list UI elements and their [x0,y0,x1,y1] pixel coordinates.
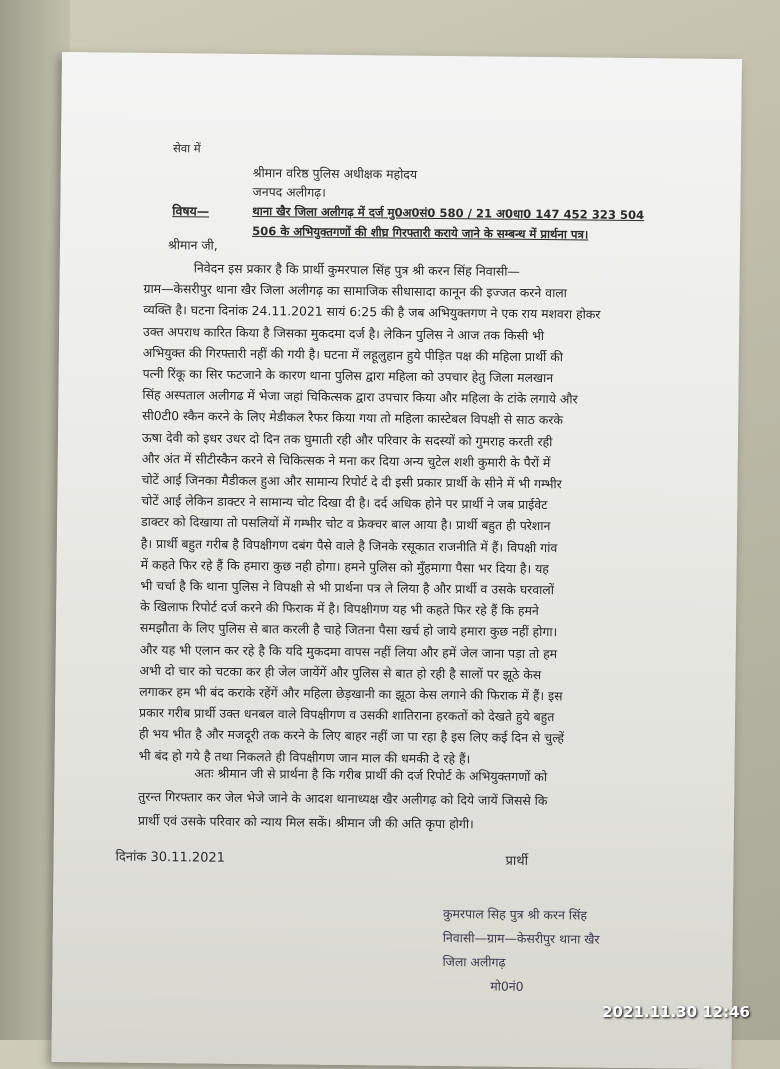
closing-line: प्रार्थी एवं उसके परिवार को न्याय मिल सकें। श्रीमान जी की अति कृपा होगी। [137,812,474,832]
body-line: में कहते फिर रहे हैं कि हमारा कुछ नही होगा। हमने पुलिस को मुँहमागा पैसा भर दिया है। यह [140,556,549,576]
body-line: है। प्रार्थी बहुत गरीब है विपक्षीगण दबंग पैसे वाले है जिनके रसूकात राजनीति में हैं। विपक्षी गांव [140,535,558,555]
subject-line-2: 506 के अभियुक्तगणों की शीघ्र गिरफ्तारी कराये जाने के सम्बन्ध में प्रार्थना पत्र। [252,224,589,242]
sender-line: जिला अलीगढ़ [442,954,506,970]
body-line: चोटें आई जिनका मैडीकल हुआ और सामान्य रिपोर्ट दे दी इसी प्रकार प्रार्थी के सीने में भी गम्भीर [141,471,562,492]
subject-label: विषय— [172,203,210,219]
body-line: ग्राम—केसरीपुर थाना खैर जिला अलीगढ़ का सामाजिक सीधासादा कानून की इज्जत करने वाला [143,281,568,301]
camera-timestamp: 2021.11.30 12:46 [602,1003,750,1021]
body-line: अभी दो चार को चटका कर ही जेल जायेंगें और पुलिस से बात हो रही है सालों पर झूठे केस [139,662,542,682]
body-line: भी बंद हो गये है तथा निकलते ही विपक्षीगण जान माल की धमकी दे रहे हैं। [138,747,471,766]
body-line: डाक्टर को दिखाया तो पसलियों में गम्भीर चोट व फ्रेक्चर बाल आया है। प्रार्थी बहुत ही परेशान [141,514,551,534]
sender-line: कुमरपाल सिह पुत्र श्री करन सिंह [442,906,588,923]
body-line: सी0टी0 स्कैन करने के लिए मेडीकल रैफर किया गया तो महिला कास्टेबल विपक्षी से साठ करके [142,408,563,428]
addressee-line-2: जनपद अलीगढ़। [252,184,326,200]
body-line: लगाकर हम भी बंद कराके रहेंगें और महिला छेड़खानी का झूठा केस लगाने की फिराक में हैं। इस [139,683,563,704]
body-line: और अंत में सीटीस्कैन करने से चिकित्सक ने मना कर दिया अन्य चुटेल शशी कुमारी के पैरों में [141,450,551,470]
subject-line-1: थाना खैर जिला अलीगढ़ में दर्ज मु0अ0सं0 580 / 21 अ0धा0 147 452 323 504 [252,204,645,223]
sender-line: निवासी—ग्राम—केसरीपुर थाना खैर [442,930,600,947]
body-line: प्रकार गरीब प्रार्थी उक्त धनबल वाले विपक्षीगण व उसकी शातिराना हरकतों को देखते हुये बहुत [139,705,555,725]
letter-paper [51,52,742,1069]
body-line: सिंह अस्पताल अलीगढ में भेजा जहां चिकित्सक द्वारा उपचार किया और महिला के टांके लगाये और [142,387,578,407]
applicant-label: प्रार्थी [505,853,529,869]
body-line: पत्नी रिंकू का सिर फटजाने के कारण थाना पुलिस द्वारा महिला को उपचार हेतु जिला मलखान [142,365,554,386]
salutation-to: सेवा में [172,141,201,156]
body-line: चोटें आई लेकिन डाक्टर ने सामान्य चोट दिखा दी है। दर्द अधिक होने पर प्रार्थी ने जब प्राईवेट [141,493,548,513]
sender-line: मो0नं0 [490,978,524,994]
body-line: अभियुक्त की गिरफ्तारी नहीं की गयी है। घटना में लहूलुहान हुये पीड़ित पक्ष की महिला प्रार्थी की [142,344,564,365]
closing-line: अतः श्रीमान जी से प्रार्थना है कि गरीब प्रार्थी की दर्ज रिपोर्ट के अभियुक्तगणों को [194,765,548,785]
greeting: श्रीमान जी, [167,237,218,253]
body-line: ही भय भीत है और मजदूरी तक करने के लिए बाहर नहीं जा पा रहा है इस लिए कई दिन से चुल्हें [138,726,565,746]
body-line: भी चर्चा है कि थाना पुलिस ने विपक्षी से भी प्रार्थना पत्र ले लिया है और प्रार्थी व उसके घरवालों [140,577,555,598]
letter-date: दिनांक 30.11.2021 [115,849,226,866]
addressee-line-1: श्रीमान वरिष्ठ पुलिस अधीक्षक महोदय [252,165,418,182]
body-line: उक्त अपराध कारित किया है जिसका मुकदमा दर्ज है। लेकिन पुलिस ने आज तक किसी भी [143,323,545,343]
body-line: समझौता के लिए पुलिस से बात करली है चाहे जितना पैसा खर्च हो जाये हमारा कुछ नहीं होगा। [139,620,558,640]
body-line: निवेदन इस प्रकार है कि प्रार्थी कुमरपाल सिंह पुत्र श्री करन सिंह निवासी— [193,260,520,279]
body-line: व्यक्ति है। घटना दिनांक 24.11.2021 सायं 6:25 की है जब अभियुक्तगण ने एक राय मशवरा होकर [143,302,601,323]
body-line: के खिलाफ रिपोर्ट दर्ज करने की फिराक में है। विपक्षीगण यह भी कहते फिर रहे हैं कि हमने [140,599,539,619]
closing-line: तुरन्त गिरफ्तार कर जेल भेजे जाने के आदश थानाध्यक्ष खैर अलीगढ़ को दिये जायें जिससे कि [138,788,548,809]
body-line: और यह भी एलान कर रहे है कि यदि मुकदमा वापस नहीं लिया और हमें जेल जाना पड़ा तो हम [139,641,558,661]
body-line: ऊषा देवी को इधर उधर दो दिन तक घुमाती रही और परिवार के सदस्यों को गुमराह करती रही [141,429,553,449]
